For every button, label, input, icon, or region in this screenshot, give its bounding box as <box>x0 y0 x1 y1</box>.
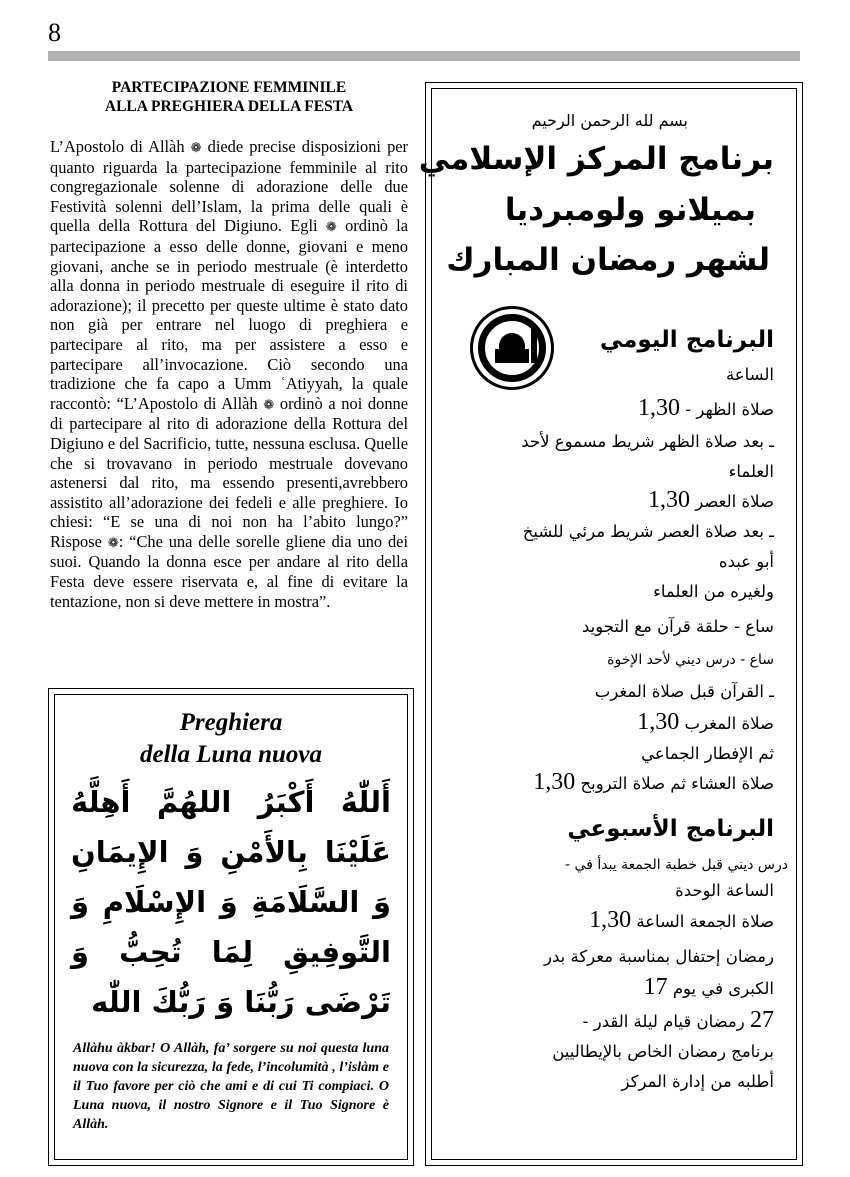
program-title-line1: برنامج المركز الإسلامي <box>418 141 774 177</box>
program-title-line3: لشهر رمضان المبارك <box>446 242 770 278</box>
header-rule <box>48 51 800 61</box>
schedule-row-qadr: 27 رمضان قيام ليلة القدر - <box>582 1007 774 1033</box>
prayer-title <box>55 707 407 771</box>
article-text-2: diede precise disposizioni per quanto riguarda la partecipazione femminile al rito congregazionale solenne di adorazione delle due Festività solenni dell’Islam, la prima delle quali è quella della Rottura del Digiuno. Egli <box>50 137 409 236</box>
article-title <box>50 78 408 116</box>
schedule-row-quran-maghrib: ـ القرآن قبل صلاة المغرب <box>594 682 774 701</box>
schedule-row-after-dhuhr: ـ بعد صلاة الظهر شريط مسموع لأحد <box>521 432 774 451</box>
prayer-box <box>48 688 414 1166</box>
schedule-row-ask-center: أطلبه من إدارة المركز <box>621 1072 774 1091</box>
schedule-row-friday-lesson: درس ديني قبل خطبة الجمعة يبدأ في - <box>565 857 788 873</box>
hour-label: الساعة <box>725 365 774 384</box>
prayer-title-line2: della Luna nuova <box>140 741 322 768</box>
ramadan-program-box <box>418 82 803 1166</box>
schedule-row-asr: صلاة العصر 1,30 <box>648 487 774 513</box>
schedule-row-lesson: ساع - درس ديني لأحد الإخوة <box>607 652 774 668</box>
schedule-row-badr-date: الكبرى في يوم 17 <box>643 974 774 1000</box>
schedule-row-quran-circle: ساع - حلقة قرآن مع التجويد <box>581 617 774 636</box>
daily-program-title: البرنامج اليومي <box>599 327 774 353</box>
program-box-inner-frame <box>418 88 797 1160</box>
schedule-row-other-scholars: ولغيره من العلماء <box>653 582 774 601</box>
weekly-program-title: البرنامج الأسبوعي <box>567 816 774 842</box>
blessing-icon: ❁ <box>190 140 202 155</box>
blessing-icon: ❁ <box>325 219 337 235</box>
article-body <box>50 137 408 611</box>
article-text-4: ordinò a noi donne di partecipare al rito di adorazione della Rottura del Digiuno e del Sacrificio, tutte, nessuna esclusa. Quelle che si trovavano in periodo mestruale dovevano astenersi dal rito, ma essendo presenti,avrebbero assistito all’adorazione dei fedeli e alle preghiere. Io chiesi: “E se una di noi non ha l’abito lungo?” Rispose <box>50 393 408 551</box>
islamic-center-logo-icon <box>470 306 554 390</box>
schedule-row-friday-prayer: صلاة الجمعة الساعة 1,30 <box>589 907 774 933</box>
blessing-icon: ❁ <box>107 534 119 550</box>
schedule-row-dhuhr: صلاة الظهر - 1,30 <box>637 395 774 421</box>
schedule-row-one-oclock: الساعة الوحدة <box>675 881 774 900</box>
schedule-row-isha: صلاة العشاء ثم صلاة التروبح 1,30 <box>533 769 774 795</box>
schedule-row-sheikh: أبو عبده <box>718 552 774 571</box>
article-title-line1: PARTECIPAZIONE FEMMINILE <box>111 79 347 96</box>
prayer-box-inner-frame <box>54 694 408 1160</box>
article-title-line2: ALLA PREGHIERA DELLA FESTA <box>104 98 354 115</box>
prayer-title-line1: Preghiera <box>179 709 283 736</box>
page-number: 8 <box>48 18 61 47</box>
prayer-translation: Allàhu àkbar! O Allàh, fa’ sorgere su noi questa luna nuova con la sicurezza, la fede, l’incolumità , l’islàm e il Tuo favore per ciò che ami e di cui Ti compiaci. O Luna nuova, il nostro Signore e il Tuo Signore è Allàh. <box>73 1041 389 1132</box>
schedule-row-scholars: العلماء <box>728 462 774 481</box>
article <box>50 78 408 611</box>
article-text-3: ordinò la partecipazione a esso delle donne, giovani e meno giovani, anche se in periodo mestruale (è interdetto alla donna in periodo mestruale di eseguire il rito di adorazione); il precetto per queste ultime è stato dato non già per entrare nel luogo di preghiera e partecipare al rito, ma per assistere a esso e partecipare all’invocazione. Ciò secondo una tradizione che fa capo a Umm ʿAtiyyah, la quale raccontò: “L’Apostolo di Allàh <box>50 216 408 413</box>
schedule-row-iftar: ثم الإفطار الجماعي <box>641 744 774 763</box>
basmala: بسم لله الرحمن الرحيم <box>531 111 688 130</box>
schedule-row-italian-program: برنامج رمضان الخاص بالإيطاليين <box>552 1042 774 1061</box>
schedule-row-after-asr: ـ بعد صلاة العصر شريط مرئي للشيخ <box>522 522 774 541</box>
blessing-icon: ❁ <box>263 396 275 412</box>
article-text-1: L’Apostolo di Allàh <box>50 137 191 156</box>
article-text-5: : “Che una delle sorelle gliene dia uno dei suoi. Quando la donna esce per andare al rito della Festa deve essere riservata e, al fine di evitare la tentazione, non si deve mettere in mostra”. <box>50 531 408 611</box>
schedule-row-badr: رمضان إحتفال بمناسبة معركة بدر <box>544 947 774 966</box>
prayer-arabic-text: أَللّٰهُ أَكْبَرُ اللهُمَّ أَهِلَّهُ عَلَيْنَا بِالأَمْنِ وَ الإِيمَانِ وَ السَّلَامَةِ وَ الإِسْلَامِ وَ التَّوفِيقِ لِمَا تُحِبُّ وَ تَرْضَى رَبُّنَا وَ رَبُّكَ اللّٰه <box>71 785 391 1019</box>
program-title-line2: بميلانو ولومبرديا <box>504 192 756 228</box>
schedule-row-maghrib: صلاة المغرب 1,30 <box>637 709 774 735</box>
